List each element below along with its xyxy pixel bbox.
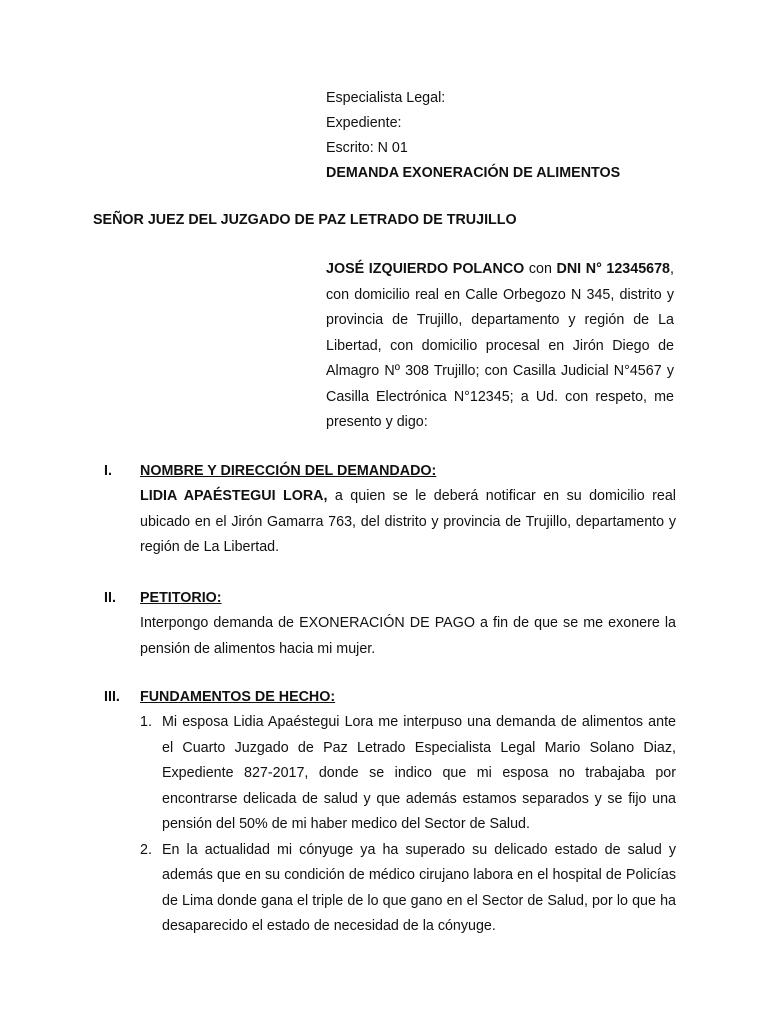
section-petitorio [104,586,676,662]
case-header [326,86,676,186]
section-number: II. [104,590,116,606]
list-item [140,838,676,940]
list-item-text: En la actualidad mi cónyuge ya ha superado su delicado estado de salud y además que en su condición de médico cirujano labora en el hospital de Policías de Lima donde gana el triple de lo que gano en el Sector de Salud, por lo que ha desaparecido el estado de necesidad de la cónyuge. [162,841,676,934]
section-body: Interpongo demanda de EXONERACIÓN DE PAGO a fin de que se me exonere la pensión de alimentos hacia mi mujer. [140,615,676,657]
section-heading [104,685,676,710]
intro-paragraph [326,257,674,436]
court-address: SEÑOR JUEZ DEL JUZGADO DE PAZ LETRADO DE TRUJILLO [93,212,517,228]
section-heading [104,586,676,611]
expediente-label: Expediente: [326,115,402,131]
section-defendant [104,459,676,561]
section-number: III. [104,689,120,705]
list-item-number: 1. [140,714,152,730]
section-number: I. [104,463,112,479]
list-item [140,710,676,838]
plaintiff-dni: DNI N° 12345678 [556,261,671,277]
defendant-name: LIDIA APAÉSTEGUI LORA, [140,488,328,504]
section-heading [104,459,676,484]
section-title: PETITORIO: [140,590,222,606]
section-fundamentos [104,685,676,940]
section-body [140,484,676,561]
intro-connector: con [524,261,557,277]
intro-text: , con domicilio real en Calle Orbegozo N 345, distrito y provincia de Trujillo, departamento y región de La Libertad, con domicilio procesal en Jirón Diego de Almagro Nº 308 Trujillo; con Casilla Judicial N°4567 y Casilla Electrónica N°12345; a Ud. con respeto, me presento y digo: [326,261,674,430]
section-title: FUNDAMENTOS DE HECHO: [140,689,336,705]
escrito-label: Escrito: N 01 [326,140,408,156]
plaintiff-name: JOSÉ IZQUIERDO POLANCO [326,261,525,277]
list-item-text: Mi esposa Lidia Apaéstegui Lora me interpuso una demanda de alimentos ante el Cuarto Juzgado de Paz Letrado Especialista Legal Mario Solano Diaz, Expediente 827-2017, donde se indico que mi esposa no trabajaba por encontrarse delicada de salud y que además estamos separados y se fijo una pensión del 50% de mi haber medico del Sector de Salud. [162,714,676,832]
facts-list [140,710,676,940]
section-title: NOMBRE Y DIRECCIÓN DEL DEMANDADO: [140,463,437,479]
list-item-number: 2. [140,841,152,858]
document-title: DEMANDA EXONERACIÓN DE ALIMENTOS [326,165,621,181]
especialista-label: Especialista Legal: [326,90,446,106]
defendant-text: a quien se le deberá notificar en su domicilio real ubicado en el Jirón Gamarra 763, del distrito y provincia de Trujillo, departamento y región de La Libertad. [140,488,676,555]
